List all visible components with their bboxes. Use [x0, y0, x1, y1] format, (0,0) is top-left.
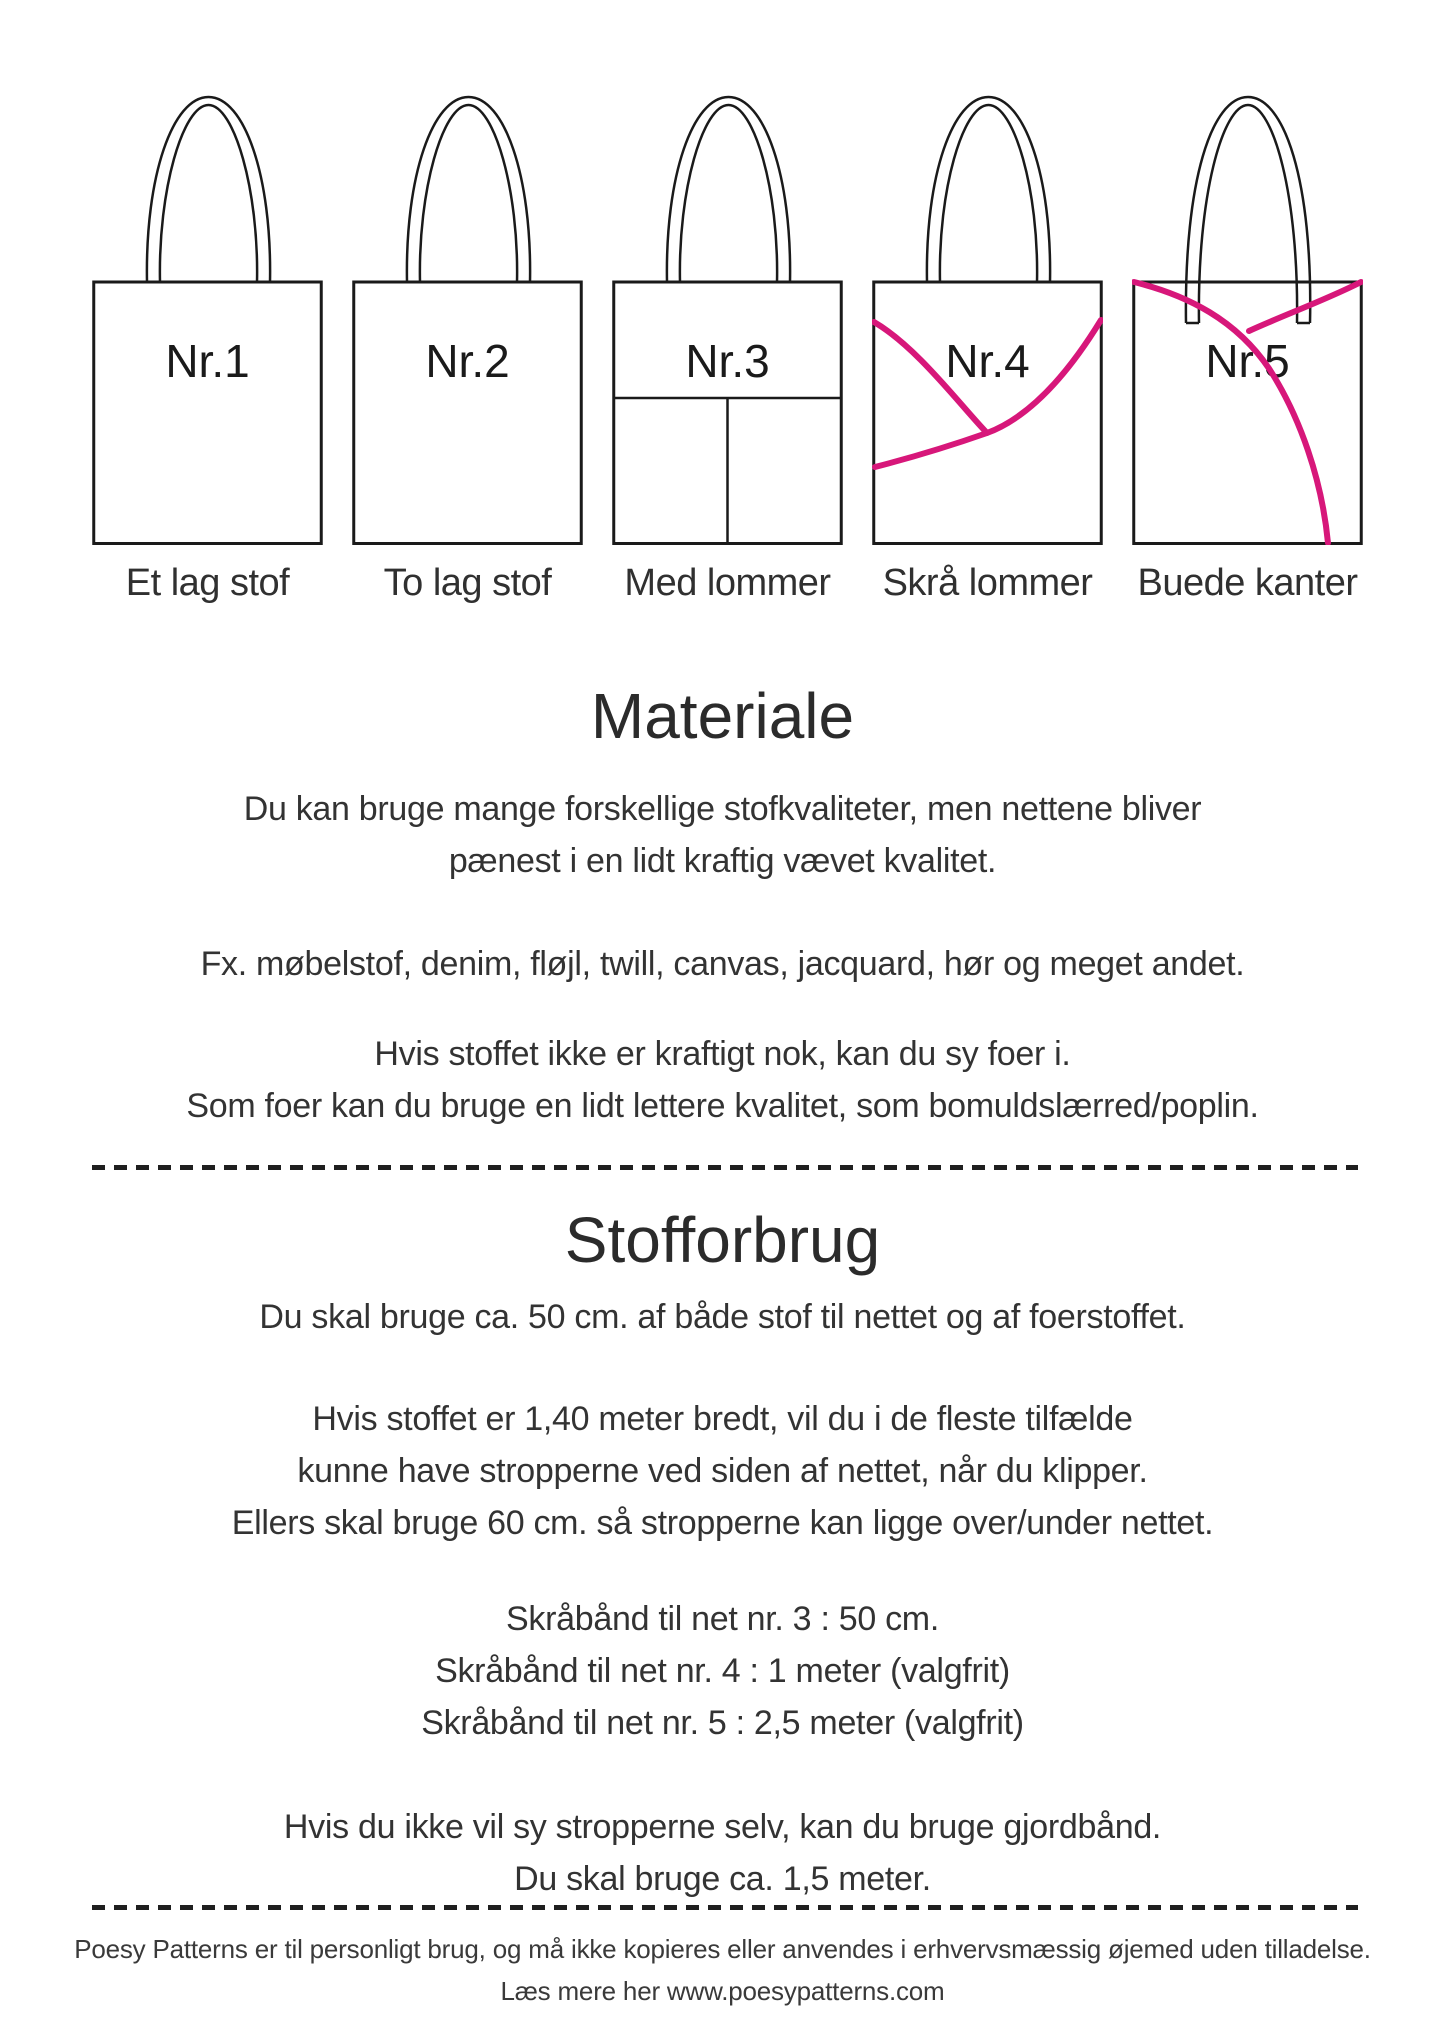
bag-number-label: Nr.2 — [425, 335, 510, 387]
materiale-section-title: Materiale — [590, 680, 855, 752]
tote-bag-5-illustration — [1132, 75, 1363, 545]
bag-caption: Med lommer — [624, 562, 831, 604]
dashed-divider — [92, 1165, 1358, 1170]
text-line: Hvis stoffet er 1,40 meter bredt, vil du i de fleste tilfælde — [312, 1400, 1133, 1438]
stofforbrug-intro — [0, 1291, 1445, 1343]
bag-number-label: Nr.5 — [1205, 335, 1290, 387]
bag-handle-outer-line — [667, 97, 790, 282]
bag-body-outline — [874, 282, 1102, 544]
bag-handle-outer-line — [927, 97, 1050, 282]
copyright-line: Poesy Patterns er til personligt brug, og må ikke kopieres eller anvendes i erhvervsmæssig øjemed uden tilladelse. — [74, 1934, 1371, 1964]
materiale-paragraph-1 — [0, 783, 1445, 887]
stofforbrug-section-title: Stofforbrug — [564, 1204, 881, 1276]
bag-number-label: Nr.3 — [685, 335, 770, 387]
bag-figure-3 — [612, 75, 843, 605]
tote-bag-2-illustration — [352, 75, 583, 545]
bag-figure-1 — [92, 75, 323, 605]
bag-handle-inner-line — [420, 105, 517, 282]
strap-webbing-note — [0, 1801, 1445, 1905]
bag-caption: To lag stof — [383, 562, 552, 604]
text-line: Skråbånd til net nr. 3 : 50 cm. — [506, 1600, 939, 1638]
text-line: Hvis stoffet ikke er kraftigt nok, kan du sy foer i. — [374, 1035, 1071, 1073]
bag-body-outline — [1134, 282, 1362, 544]
text-line: Du kan bruge mange forskellige stofkvaliteter, men nettene bliver — [243, 790, 1202, 828]
bag-handle-outer-line — [147, 97, 270, 282]
materiale-paragraph-3 — [0, 1028, 1445, 1132]
text-line: kunne have stropperne ved siden af nettet, når du klipper. — [297, 1452, 1148, 1490]
materiale-paragraph-2 — [0, 938, 1445, 990]
website-url: Læs mere her www.poesypatterns.com — [500, 1976, 945, 2006]
dashed-divider — [92, 1905, 1358, 1910]
bag-caption: Et lag stof — [125, 562, 290, 604]
text-line: Hvis du ikke vil sy stropperne selv, kan du bruge gjordbånd. — [283, 1808, 1162, 1846]
text-line: Skråbånd til net nr. 5 : 2,5 meter (valgfrit) — [421, 1704, 1024, 1742]
text-line: Ellers skal bruge 60 cm. så stropperne kan ligge over/under nettet. — [231, 1504, 1214, 1542]
bag-handle-inner-line — [940, 105, 1037, 282]
text-line: Som foer kan du bruge en lidt lettere kvalitet, som bomuldslærred/poplin. — [186, 1087, 1259, 1125]
bag-figure-4 — [872, 75, 1103, 605]
text-line: Du skal bruge ca. 50 cm. af både stof til nettet og af foerstoffet. — [259, 1298, 1186, 1336]
copyright-footer — [0, 1928, 1445, 2012]
text-line: pænest i en lidt kraftig vævet kvalitet. — [448, 842, 997, 880]
bag-body-outline — [354, 282, 582, 544]
bag-body-outline — [94, 282, 322, 544]
bias-tape-requirements — [0, 1593, 1445, 1749]
tote-bag-3-illustration — [612, 75, 843, 545]
bag-handle-inner-line — [680, 105, 777, 282]
bag-handle-inner-line — [160, 105, 257, 282]
tote-bag-1-illustration — [92, 75, 323, 545]
bag-caption: Buede kanter — [1137, 562, 1358, 604]
bag-number-label: Nr.4 — [945, 335, 1030, 387]
tote-bag-4-illustration — [872, 75, 1103, 545]
text-line: Du skal bruge ca. 1,5 meter. — [514, 1860, 931, 1898]
bag-figure-2 — [352, 75, 583, 605]
stofforbrug-paragraph-1 — [0, 1393, 1445, 1549]
bag-number-label: Nr.1 — [165, 335, 250, 387]
bag-handle-outer-line — [407, 97, 530, 282]
bag-caption: Skrå lommer — [882, 562, 1093, 604]
text-line: Fx. møbelstof, denim, fløjl, twill, canvas, jacquard, hør og meget andet. — [200, 945, 1245, 983]
bag-figure-5 — [1132, 75, 1363, 605]
text-line: Skråbånd til net nr. 4 : 1 meter (valgfrit) — [435, 1652, 1010, 1690]
bag-variants-row — [92, 75, 1363, 605]
